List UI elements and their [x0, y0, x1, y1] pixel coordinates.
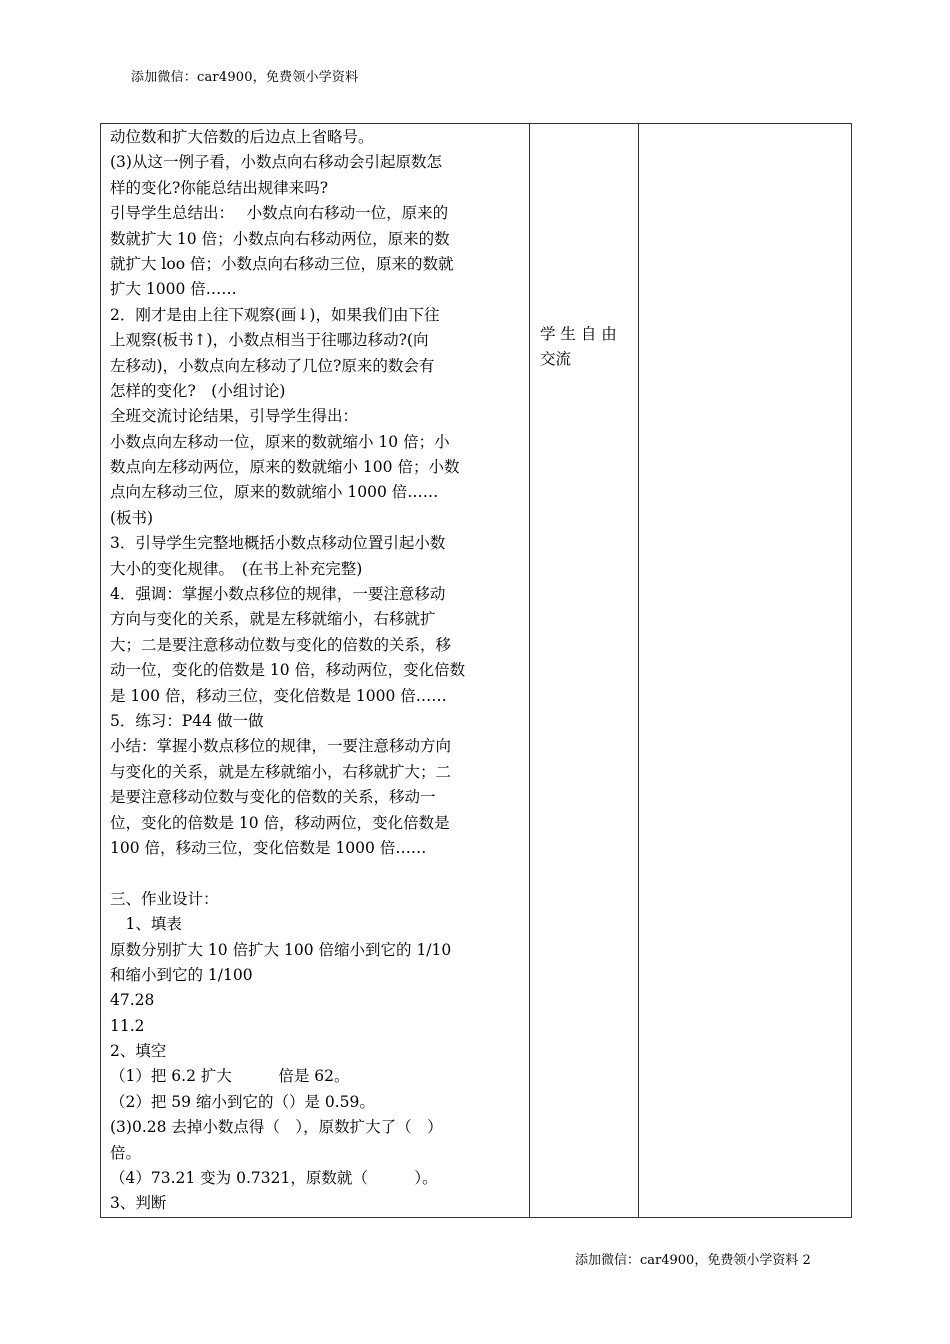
- text-line: 小数点向左移动一位，原来的数就缩小 10 倍；小: [110, 432, 450, 451]
- text-line: 4．强调：掌握小数点移位的规律，一要注意移动: [110, 585, 446, 604]
- student-activity-line: 交流: [540, 350, 572, 369]
- text-line: （4）73.21 变为 0.7321，原数就（ ）。: [110, 1169, 438, 1188]
- text-line: 与变化的关系，就是左移就缩小，右移就扩大；二: [110, 762, 452, 781]
- text-line: 大；二是要注意移动位数与变化的倍数的关系，移: [110, 635, 452, 654]
- text-line: 大小的变化规律。 (在书上补充完整): [110, 559, 363, 578]
- text-line: 动位数和扩大倍数的后边点上省略号。: [110, 128, 374, 146]
- text-line: (3)0.28 去掉小数点得（ ），原数扩大了（ ）: [110, 1118, 443, 1137]
- table-row: [101, 124, 852, 1218]
- text-line: 全班交流讨论结果，引导学生得出：: [110, 407, 359, 426]
- text-line: 动一位，变化的倍数是 10 倍，移动两位，变化倍数: [110, 661, 466, 680]
- text-line: （1）把 6.2 扩大 倍是 62。: [110, 1067, 350, 1086]
- text-line: 上观察(板书↑)，小数点相当于往哪边移动?(向: [110, 331, 429, 350]
- text-line: 3、判断: [110, 1194, 167, 1213]
- text-line: 100 倍，移动三位，变化倍数是 1000 倍……: [110, 838, 427, 857]
- page-footer: 添加微信：car4900，免费领小学资料 2: [575, 1253, 811, 1268]
- text-line: 2．刚才是由上往下观察(画↓)，如果我们由下往: [110, 305, 440, 324]
- text-line: 扩大 1000 倍……: [110, 280, 237, 299]
- teaching-process-cell: [101, 124, 530, 1218]
- text-line: 数就扩大 10 倍；小数点向右移动两位，原来的数: [110, 229, 450, 248]
- text-line: 怎样的变化? (小组讨论): [110, 381, 286, 400]
- text-line: 是要注意移动位数与变化的倍数的关系，移动一: [110, 788, 436, 807]
- page-header: 添加微信：car4900，免费领小学资料: [131, 70, 359, 85]
- student-activity-cell: [530, 124, 639, 1218]
- text-line: 1、填表: [110, 915, 182, 934]
- text-line: 5．练习：P44 做一做: [110, 711, 264, 730]
- text-line: 47.28: [110, 991, 155, 1010]
- text-line: 左移动)，小数点向左移动了几位?原来的数会有: [110, 356, 435, 375]
- text-line: 位，变化的倍数是 10 倍，移动两位，变化倍数是: [110, 813, 450, 832]
- text-line: 方向与变化的关系，就是左移就缩小，右移就扩: [110, 610, 436, 629]
- text-line: 倍。: [110, 1143, 142, 1162]
- text-line: 引导学生总结出： 小数点向右移动一位，原来的: [110, 204, 449, 223]
- text-line: 小结：掌握小数点移位的规律，一要注意移动方向: [110, 737, 452, 756]
- text-line: （2）把 59 缩小到它的（）是 0.59。: [110, 1092, 375, 1111]
- text-line: 是 100 倍，移动三位，变化倍数是 1000 倍……: [110, 686, 447, 705]
- teaching-process-text: [110, 125, 522, 1217]
- text-line: (板书): [110, 508, 154, 527]
- text-line: 就扩大 loo 倍；小数点向右移动三位，原来的数就: [110, 254, 454, 273]
- text-line: [110, 861, 522, 886]
- text-line: 和缩小到它的 1/100: [110, 965, 253, 984]
- text-line: 样的变化?你能总结出规律来吗?: [110, 178, 329, 197]
- text-line: 三、作业设计：: [110, 889, 219, 908]
- text-line: 11.2: [110, 1016, 145, 1035]
- text-line: 原数分别扩大 10 倍扩大 100 倍缩小到它的 1/10: [110, 940, 452, 959]
- text-line: 数点向左移动两位，原来的数就缩小 100 倍；小数: [110, 458, 460, 477]
- text-line: 点向左移动三位，原来的数就缩小 1000 倍……: [110, 483, 439, 502]
- lesson-plan-table: [100, 123, 852, 1218]
- text-line: 2、填空: [110, 1042, 167, 1061]
- text-line: 3．引导学生完整地概括小数点移动位置引起小数: [110, 534, 446, 553]
- student-activity-line: 学 生 自 由: [540, 325, 617, 343]
- notes-cell: [639, 124, 852, 1218]
- text-line: (3)从这一例子看，小数点向右移动会引起原数怎: [110, 153, 442, 172]
